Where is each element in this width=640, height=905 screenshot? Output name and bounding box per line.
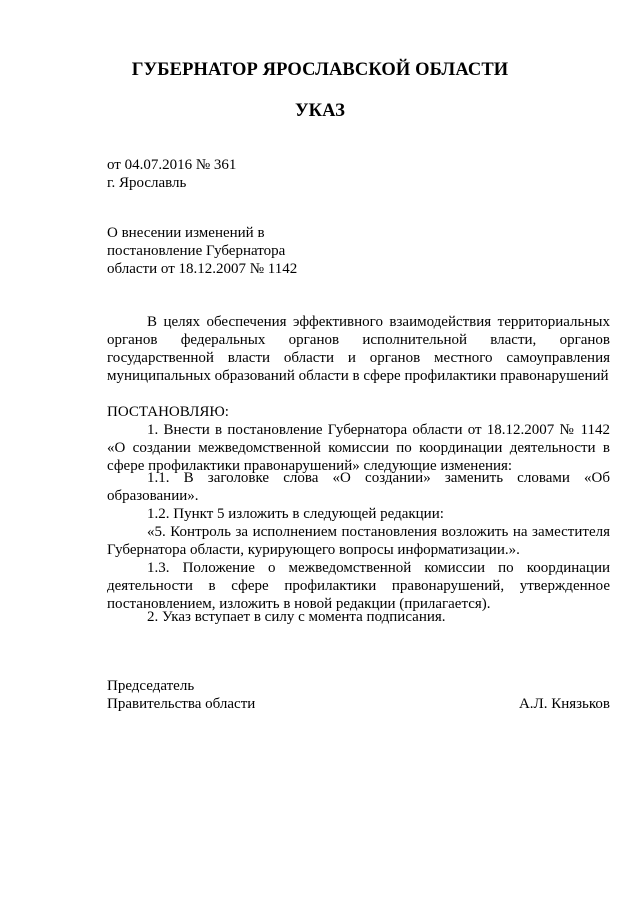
decree-title: УКАЗ xyxy=(294,101,346,121)
decree-date-number: от 04.07.2016 № 361 xyxy=(107,157,237,173)
item-1-1-paragraph: 1.1. В заголовке слова «О создании» заменить словами «Об образовании». xyxy=(107,470,610,504)
signatory-title-1: Председатель xyxy=(107,678,195,694)
decree-city: г. Ярославль xyxy=(107,175,187,191)
subject-line-2: постановление Губернатора xyxy=(107,243,286,259)
item-2-paragraph: 2. Указ вступает в силу с момента подписания. xyxy=(147,609,446,625)
item-1-2-quote-paragraph: «5. Контроль за исполнением постановления возложить на заместителя Губернатора области, курирующего вопросы информатизации.». xyxy=(107,524,610,558)
subject-line-3: области от 18.12.2007 № 1142 xyxy=(107,261,298,277)
item-1-2-paragraph: 1.2. Пункт 5 изложить в следующей редакции: xyxy=(147,506,444,522)
governor-heading: ГУБЕРНАТОР ЯРОСЛАВСКОЙ ОБЛАСТИ xyxy=(131,60,509,80)
decree-word: ПОСТАНОВЛЯЮ: xyxy=(107,404,229,420)
item-1-paragraph: 1. Внести в постановление Губернатора области от 18.12.2007 № 1142 «О создании межведомственной комиссии по координации деятельности в сфере профилактики правонарушений» следующие изменения: xyxy=(107,422,610,474)
preamble-paragraph: В целях обеспечения эффективного взаимодействия территориальных органов федеральных органов исполнительной власти, органов государственной власти области и органов местного самоуправления муниципальных образований области в сфере профилактики правонарушений xyxy=(107,314,610,384)
signatory-title-2: Правительства области xyxy=(107,696,256,712)
subject-line-1: О внесении изменений в xyxy=(107,225,265,241)
signatory-name: А.Л. Князьков xyxy=(518,696,610,712)
item-1-3-paragraph: 1.3. Положение о межведомственной комиссии по координации деятельности в сфере профилактики правонарушений, утвержденное постановлением, изложить в новой редакции (прилагается). xyxy=(107,560,610,612)
